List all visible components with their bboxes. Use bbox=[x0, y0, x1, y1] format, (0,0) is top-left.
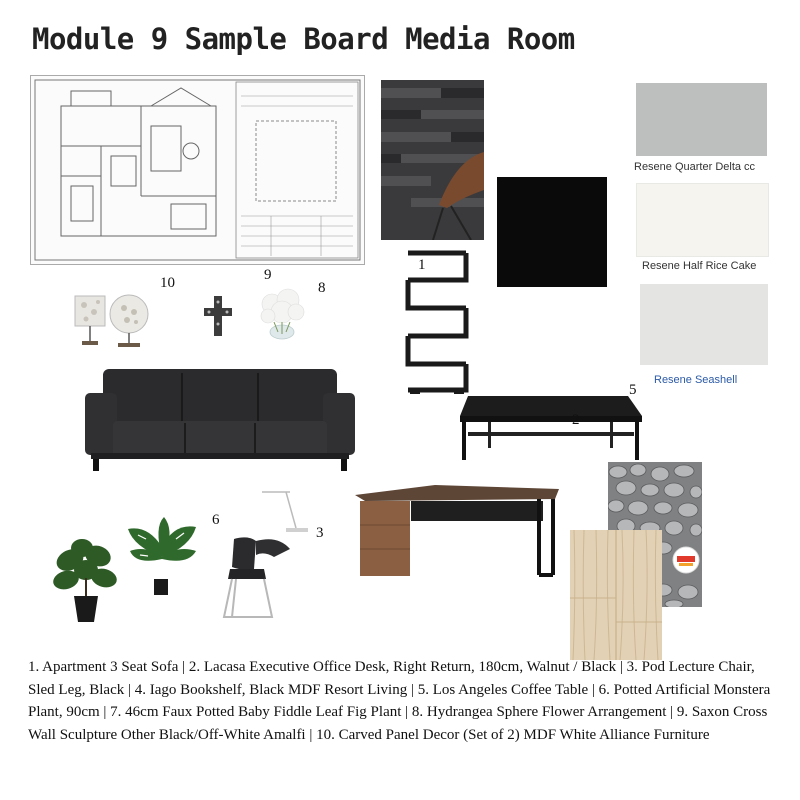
dark-wood-wall-image bbox=[381, 80, 484, 240]
desk-lamp-image bbox=[256, 488, 316, 536]
item-list-caption: 1. Apartment 3 Seat Sofa | 2. Lacasa Executive Office Desk, Right Return, 180cm, Walnut / Black | 3. Pod Lecture Chair, Sled Leg, Black | 4. Iago Bookshelf, Black MDF Resort Living | 5. Los Angeles Coffee Table | 6. Potted Artificial Monstera Plant, 90cm | 7. 46cm Faux Potted Baby Fiddle Leaf Fig Plant | 8. Hydrangea Sphere Flower Arrangement | 9. Saxon Cross Wall Sculpture Other Black/Off-White Amalfi | 10. Carved Panel Decor (Set of 2) MDF White Alliance Furniture bbox=[28, 659, 771, 743]
paint-swatch-half-rice-cake bbox=[636, 183, 769, 257]
fiddle-leaf-fig-plant-image bbox=[52, 538, 122, 623]
label-number-9: 9 bbox=[264, 267, 272, 283]
office-desk-image bbox=[355, 485, 560, 580]
label-number-8: 8 bbox=[318, 280, 326, 296]
paint-swatch-seashell bbox=[640, 284, 768, 365]
label-number-6: 6 bbox=[212, 512, 220, 528]
light-oak-floor-texture bbox=[570, 530, 662, 660]
page-title: Module 9 Sample Board Media Room bbox=[32, 22, 575, 56]
paint-swatch-quarter-delta bbox=[636, 83, 767, 156]
sofa-image bbox=[85, 365, 355, 475]
monstera-plant-image bbox=[124, 517, 200, 597]
lecture-chair-image bbox=[218, 535, 298, 625]
paint-label-quarter-delta: Resene Quarter Delta cc bbox=[634, 161, 756, 173]
label-number-10: 10 bbox=[160, 275, 175, 291]
label-number-2: 2 bbox=[572, 412, 580, 428]
black-finish-swatch bbox=[497, 177, 607, 287]
paint-label-half-rice-cake: Resene Half Rice Cake bbox=[642, 260, 757, 272]
hydrangea-arrangement-image bbox=[258, 288, 306, 340]
cross-wall-sculpture-image bbox=[204, 296, 232, 336]
label-number-3: 3 bbox=[316, 525, 324, 541]
floor-plan-image bbox=[30, 75, 365, 265]
label-number-1: 1 bbox=[418, 257, 426, 273]
label-number-5: 5 bbox=[629, 382, 637, 398]
coffee-table-image bbox=[458, 392, 643, 464]
carved-panel-decor-image bbox=[72, 292, 152, 350]
bookshelf-image bbox=[404, 250, 470, 395]
paint-label-seashell: Resene Seashell bbox=[654, 374, 738, 386]
